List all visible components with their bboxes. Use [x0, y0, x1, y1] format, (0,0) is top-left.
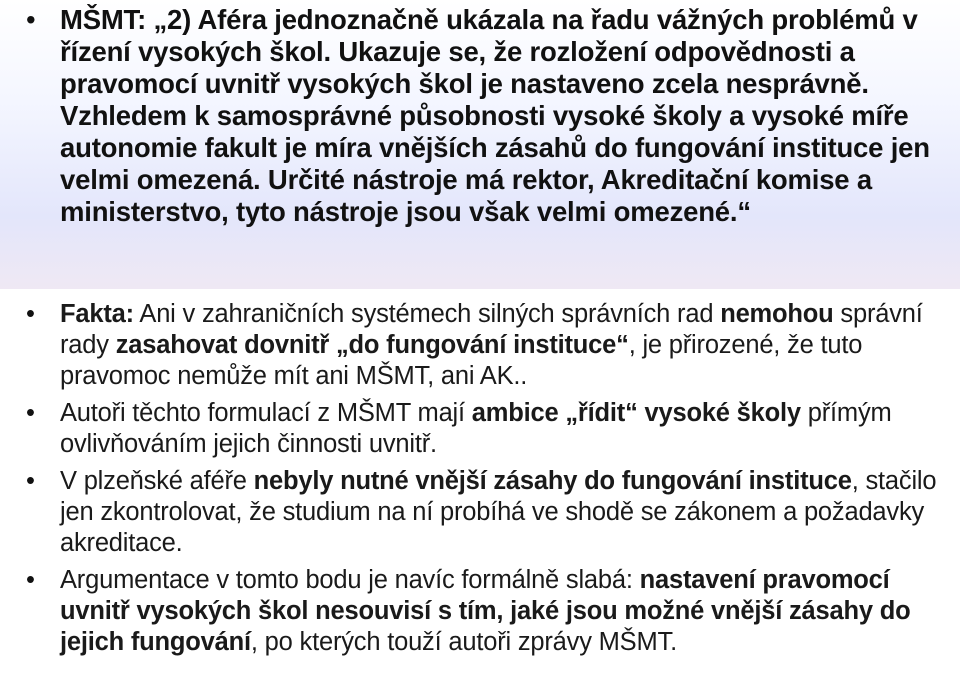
point-text-segment: přímým ovlivňováním jejich činnosti uvnitř. [60, 399, 892, 458]
point-text-segment: ambice „řídit“ vysoké školy [471, 399, 801, 427]
bullet-icon: • [26, 467, 35, 495]
point-text-segment: Autoři těchto formulací z MŠMT mají [60, 399, 472, 427]
list-item [24, 466, 954, 559]
point-text-segment: Argumentace v tomto bodu je navíc formálně slabá: [60, 566, 640, 594]
point-text-segment: V plzeňské aféře [60, 467, 254, 495]
point-text-segment: nastavení pravomocí uvnitř vysokých škol nesouvisí s tím, jaké jsou možné vnější zásahy do jejich fungování [60, 566, 911, 656]
point-text-segment: nemohou [720, 300, 834, 328]
bullet-icon: • [26, 399, 35, 427]
point-text-segment: zasahovat dovnitř „do fungování instituce“ [115, 331, 629, 359]
list-item [24, 398, 954, 460]
point-text-segment: , stačilo jen zkontrolovat, že studium na ní probíhá ve shodě se zákonem a požadavky akreditace. [60, 467, 937, 557]
quote-text: MŠMT: „2) Aféra jednoznačně ukázala na řadu vážných problémů v řízení vysokých škol. Ukazuje se, že rozložení odpovědnosti a pravomocí uvnitř vysokých škol je nastaveno zcela nesprávně. Vzhledem k samosprávné působnosti vysoké školy a vysoké míře autonomie fakult je míra vnějších zásahů do fungování instituce jen velmi omezená. Určité nástroje má rektor, Akreditační komise a ministerstvo, tyto nástroje jsou však velmi omezené.“ [60, 4, 930, 227]
point-text-segment: nebyly nutné vnější zásahy do fungování instituce [253, 467, 852, 495]
quote-box [0, 0, 960, 289]
point-text-segment: správní rady [60, 300, 923, 359]
facts-list [24, 299, 954, 664]
point-text-segment: Ani v zahraničních systémech silných správních rad [133, 300, 721, 328]
point-text-segment: , po kterých touží autoři zprávy MŠMT. [250, 628, 677, 656]
bullet-icon: • [26, 566, 35, 594]
quote-item [24, 4, 944, 228]
bullet-icon: • [26, 300, 35, 328]
list-item [24, 565, 954, 658]
quote-list [24, 4, 944, 228]
bullet-icon: • [26, 4, 36, 35]
point-text-segment: Fakta: [60, 300, 134, 328]
point-text-segment: , je přirozené, že tuto pravomoc nemůže mít ani MŠMT, ani AK.. [60, 331, 863, 390]
list-item [24, 299, 954, 392]
